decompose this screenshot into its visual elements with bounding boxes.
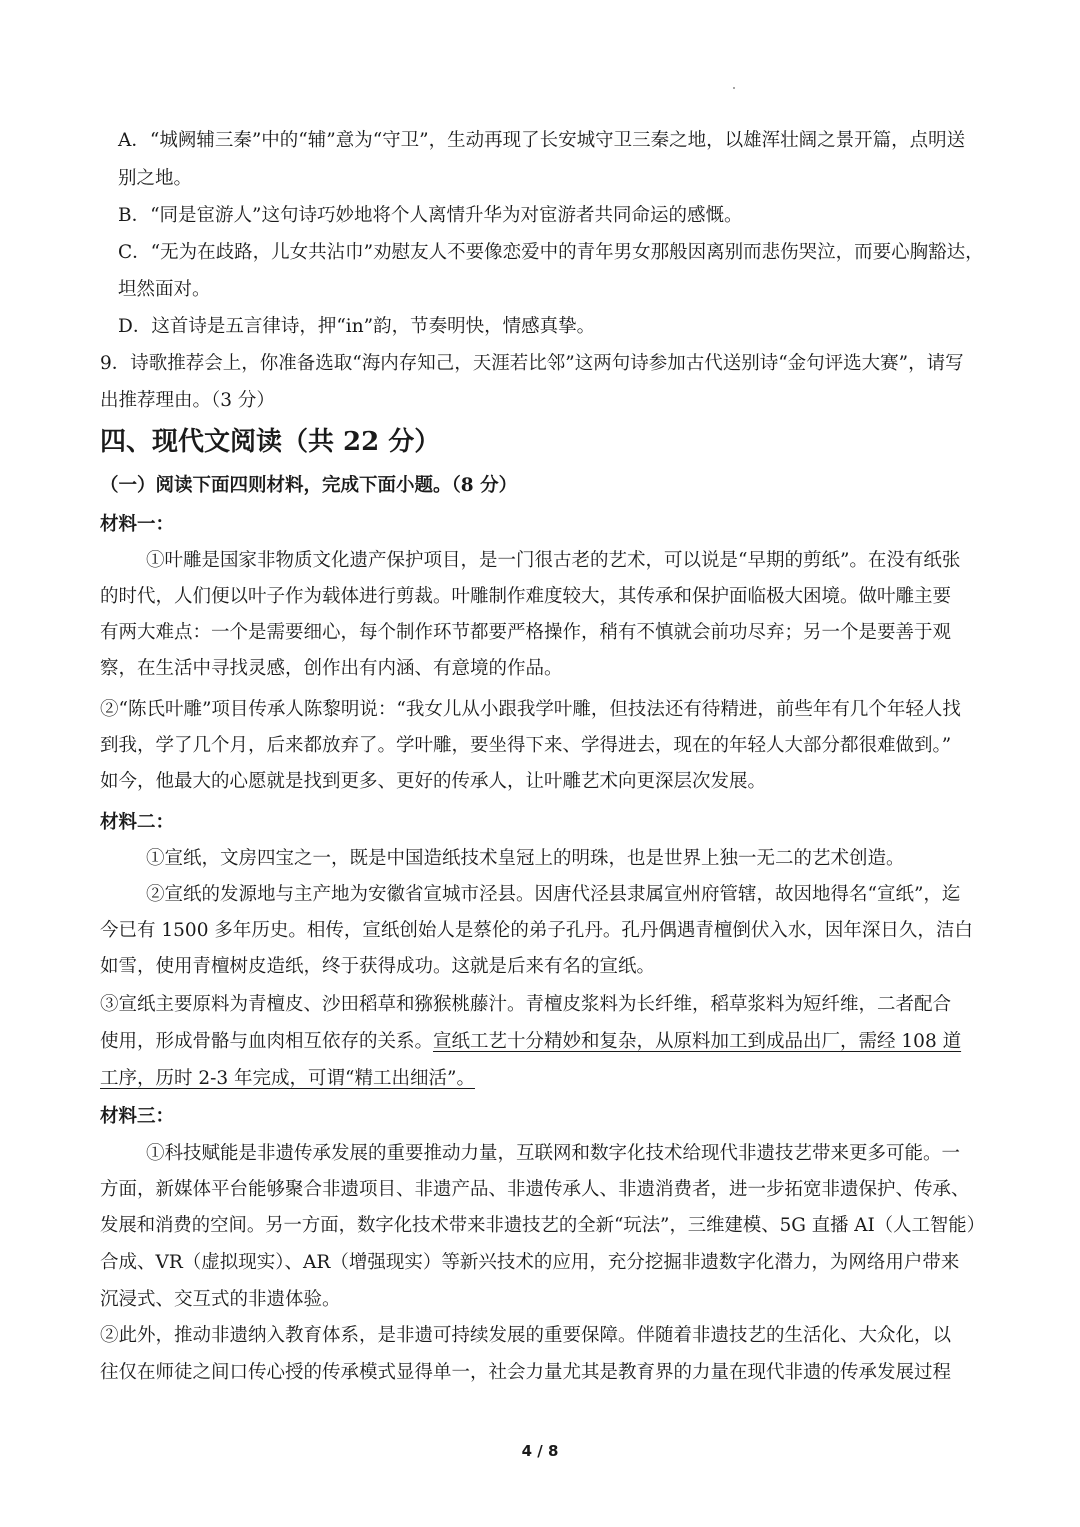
material3-label: 材料三：	[100, 1106, 175, 1127]
material2-p3-line3-underlined: 工序，历时 2-3 年完成，可谓“精工出细活”。	[100, 1068, 475, 1089]
q8-option-a-line1: A．“城阙辅三秦”中的“辅”意为“守卫”，生动再现了长安城守卫三秦之地，以雄浑壮阔之景开篇，点明送	[118, 130, 966, 151]
material3-p1-line5: 沉浸式、交互式的非遗体验。	[100, 1289, 341, 1310]
material2-p3-line2	[100, 1029, 961, 1055]
material2-p2-line3: 如雪，使用青檀树皮造纸，终于获得成功。这就是后来有名的宣纸。	[100, 956, 656, 977]
q8-option-c-line1: C．“无为在歧路，儿女共沾巾”劝慰友人不要像恋爱中的青年男女那般因离别而悲伤哭泣，而要心胸豁达，	[118, 242, 984, 263]
material1-p2-line3: 如今，他最大的心愿就是找到更多、更好的传承人，让叶雕艺术向更深层次发展。	[100, 771, 767, 792]
material2-p1: ①宣纸，文房四宝之一，既是中国造纸技术皇冠上的明珠，也是世界上独一无二的艺术创造。	[146, 848, 905, 869]
q8-option-c-line2: 坦然面对。	[118, 279, 211, 300]
material1-p2-line2: 到我，学了几个月，后来都放弃了。学叶雕，要坐得下来、学得进去，现在的年轻人大部分都很难做到。”	[100, 735, 952, 756]
material2-p2-line2: 今已有 1500 多年历史。相传，宣纸创始人是蔡伦的弟子孔丹。孔丹偶遇青檀倒伏入水，因年深日久，洁白	[100, 920, 973, 941]
q8-option-d: D．这首诗是五言律诗，押“in”韵，节奏明快，情感真挚。	[118, 316, 596, 337]
material2-p3-line1: ③宣纸主要原料为青檀皮、沙田稻草和猕猴桃藤汁。青檀皮浆料为长纤维，稻草浆料为短纤维，二者配合	[100, 994, 952, 1015]
material1-p1-line1: ①叶雕是国家非物质文化遗产保护项目，是一门很古老的艺术，可以说是“早期的剪纸”。在没有纸张	[146, 550, 961, 571]
page-number: 4 / 8	[521, 1442, 559, 1460]
material2-label: 材料二：	[100, 812, 175, 833]
material2-underlined-sentence: 宣纸工艺十分精妙和复杂，从原料加工到成品出厂，需经 108 道	[433, 1031, 962, 1052]
material1-p2-line1: ②“陈氏叶雕”项目传承人陈黎明说：“我女儿从小跟我学叶雕，但技法还有待精进，前些年有几个年轻人找	[100, 699, 961, 720]
q9-line2: 出推荐理由。（3 分）	[100, 390, 275, 411]
material3-p1-line3: 发展和消费的空间。另一方面，数字化技术带来非遗技艺的全新“玩法”，三维建模、5G 直播 AI（人工智能）	[100, 1215, 985, 1236]
q8-option-a-line2: 别之地。	[118, 168, 193, 189]
q9-line1: 9．诗歌推荐会上，你准备选取“海内存知己，天涯若比邻”这两句诗参加古代送别诗“金句评选大赛”，请写	[100, 353, 964, 374]
material3-p2-line1: ②此外，推动非遗纳入教育体系，是非遗可持续发展的重要保障。伴随着非遗技艺的生活化、大众化，以	[100, 1325, 952, 1346]
material1-label: 材料一：	[100, 514, 175, 535]
material3-p2-line2: 往仅在师徒之间口传心授的传承模式显得单一，社会力量尤其是教育界的力量在现代非遗的传承发展过程	[100, 1362, 952, 1383]
material1-p1-line2: 的时代，人们便以叶子作为载体进行剪裁。叶雕制作难度较大，其传承和保护面临极大困境。做叶雕主要	[100, 586, 952, 607]
material3-p1-line2: 方面，新媒体平台能够聚合非遗项目、非遗产品、非遗传承人、非遗消费者，进一步拓宽非遗保护、传承、	[100, 1179, 970, 1200]
subsection-heading: （一）阅读下面四则材料，完成下面小题。（8 分）	[100, 475, 518, 496]
q8-option-b: B．“同是宦游人”这句诗巧妙地将个人离情升华为对宦游者共同命运的感慨。	[118, 205, 743, 226]
material1-p1-line4: 察，在生活中寻找灵感，创作出有内涵、有意境的作品。	[100, 658, 563, 679]
material3-p1-line1: ①科技赋能是非遗传承发展的重要推动力量，互联网和数字化技术给现代非遗技艺带来更多可能。一	[146, 1143, 961, 1164]
material3-p1-line4: 合成、VR（虚拟现实）、AR（增强现实）等新兴技术的应用，充分挖掘非遗数字化潜力，为网络用户带来	[100, 1252, 960, 1273]
material2-p2-line1: ②宣纸的发源地与主产地为安徽省宣城市泾县。因唐代泾县隶属宣州府管辖，故因地得名“宣纸”，迄	[146, 884, 961, 905]
material2-p3-line2-plain: 使用，形成骨骼与血肉相互依存的关系。	[100, 1031, 434, 1052]
material1-p1-line3: 有两大难点：一个是需要细心，每个制作环节都要严格操作，稍有不慎就会前功尽弃；另一个是要善于观	[100, 622, 952, 643]
scan-speck	[733, 87, 735, 89]
section-heading: 四、现代文阅读（共 22 分）	[100, 427, 441, 457]
